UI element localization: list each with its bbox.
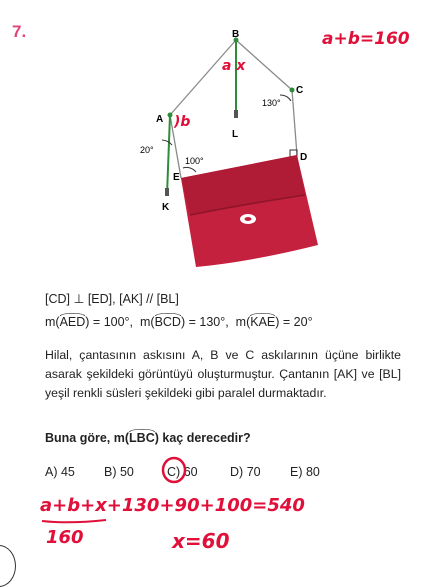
hook-bl-tip — [234, 110, 238, 118]
label-k: K — [162, 202, 170, 213]
hw-top-right: a+b=160 — [322, 29, 410, 49]
label-l: L — [232, 129, 239, 140]
answer-circle-mark — [160, 455, 190, 485]
hw-near-a: )b — [174, 114, 191, 130]
option-a[interactable]: A) 45 — [45, 465, 75, 479]
option-d[interactable]: D) 70 — [230, 465, 261, 479]
option-b[interactable]: B) 50 — [104, 465, 134, 479]
hw-underline — [40, 518, 110, 524]
label-angle-a: 20° — [140, 145, 154, 155]
label-angle-c: 130° — [262, 98, 281, 108]
hw-result: x=60 — [172, 529, 230, 553]
label-angle-e: 100° — [185, 156, 204, 166]
option-c[interactable]: C) 60 — [167, 465, 198, 479]
hook-ak — [167, 115, 170, 195]
label-e: E — [173, 172, 180, 183]
angle-arc-e — [183, 167, 196, 172]
page-edge-mark — [0, 545, 16, 587]
hw-equation: a+b+x+130+90+100=540 — [40, 495, 305, 516]
given-line-2: m(AED) = 100°, m(BCD) = 130°, m(KAE) = 20° — [45, 315, 313, 329]
given-line-1: [CD] ⊥ [ED], [AK] // [BL] — [45, 292, 179, 306]
point-a — [168, 113, 173, 118]
hook-ak-tip — [165, 188, 169, 196]
bag-clasp-inner — [245, 217, 252, 221]
strap-ab — [170, 40, 236, 115]
strap-cd — [292, 90, 297, 155]
angle-arc-a — [162, 140, 172, 145]
label-b: B — [232, 29, 240, 40]
hw-near-b: a x — [222, 58, 246, 74]
label-d: D — [300, 152, 308, 163]
label-a: A — [156, 114, 164, 125]
question-ask: Buna göre, m(LBC) kaç derecedir? — [45, 431, 251, 445]
option-e[interactable]: E) 80 — [290, 465, 320, 479]
label-c: C — [296, 85, 304, 96]
point-c — [290, 88, 295, 93]
angle-arc-c — [280, 95, 291, 101]
question-number: 7. — [12, 22, 27, 41]
question-paragraph: Hilal, çantasının askısını A, B ve C askılarının üçüne birlikte asarak şekildeki görüntüyü oluşturmuştur. Çantanın [AK] ve [BL] yeşil renkli süsleri şekildeki gibi paralel durmaktadır. — [45, 348, 401, 400]
hw-under-ab: 160 — [46, 527, 84, 548]
